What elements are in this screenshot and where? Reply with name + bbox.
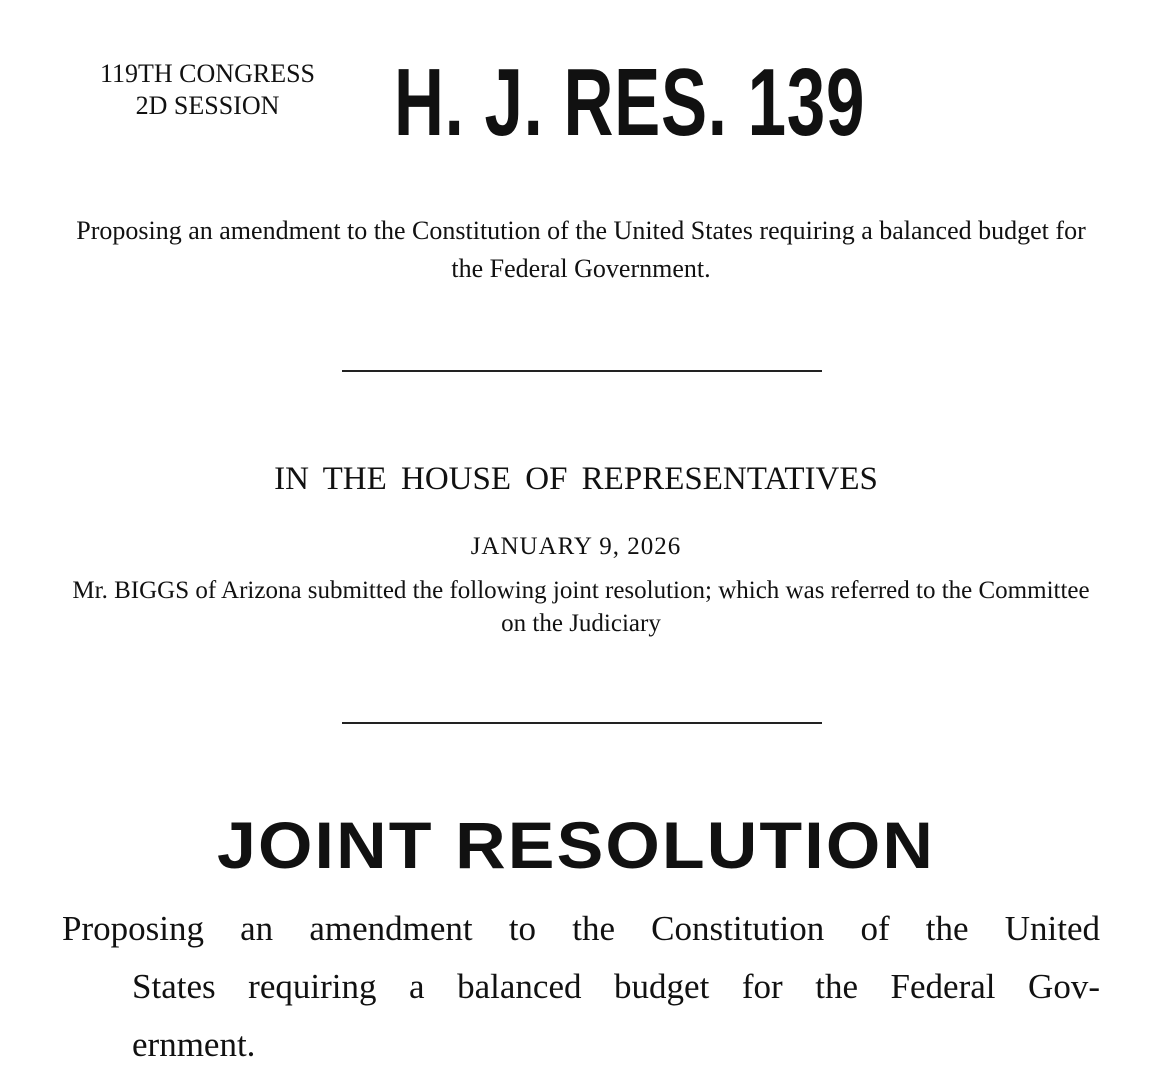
body-line: ernment. [132,1025,256,1064]
bill-summary: Proposing an amendment to the Constitution of the United States requiring a balanced budget for the Federal Government. [76,216,1086,283]
body-line: Proposing an amendment to the Constitution of the United [62,909,1100,948]
divider-bottom [342,722,822,724]
resolution-title: JOINT RESOLUTION [216,808,936,882]
congress-label: 119TH CONGRESS [99,59,315,88]
chamber-heading: IN THE HOUSE OF REPRESENTATIVES [274,461,878,497]
divider-top [342,370,822,372]
congress-session-block [40,58,375,122]
sponsor-statement: Mr. BIGGS of Arizona submitted the following joint resolution; which was referred to the Committee on the Judiciary [72,577,1090,637]
resolution-body [62,900,1100,1074]
body-line: States requiring a balanced budget for the Federal Gov- [132,967,1100,1006]
session-label: 2D SESSION [135,91,280,120]
introduction-date: JANUARY 9, 2026 [470,533,682,560]
bill-number: H. J. RES. 139 [394,49,866,156]
